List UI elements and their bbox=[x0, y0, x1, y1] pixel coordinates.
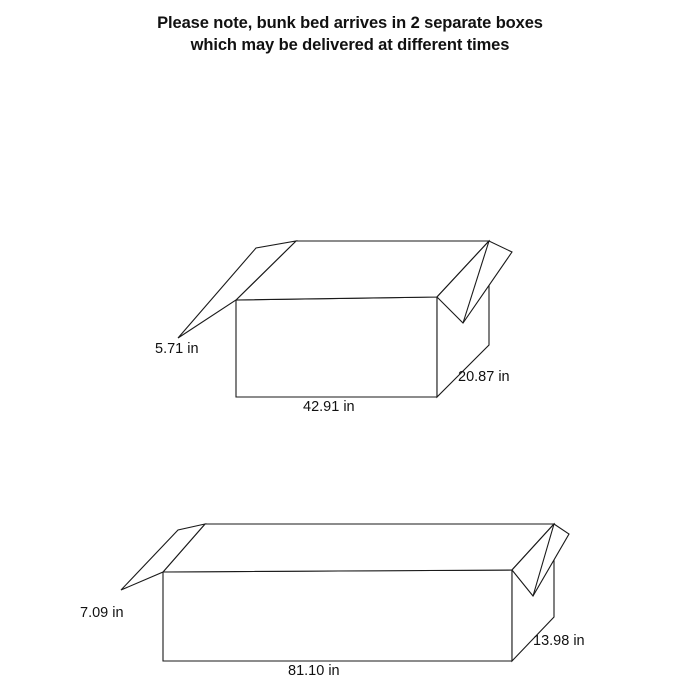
box-2-width-label: 81.10 in bbox=[288, 663, 340, 679]
box-2-height-label: 7.09 in bbox=[80, 605, 124, 621]
box-2-drawing bbox=[121, 524, 569, 661]
box-2-depth-label: 13.98 in bbox=[533, 633, 585, 649]
box-2-front-face bbox=[163, 570, 512, 661]
box-1-front-face bbox=[236, 297, 437, 397]
delivery-note-line-2: which may be delivered at different times bbox=[190, 36, 510, 55]
box-1-width-label: 42.91 in bbox=[303, 399, 355, 415]
box-2-top-face bbox=[163, 524, 554, 572]
delivery-note-line-1: Please note, bunk bed arrives in 2 separate boxes bbox=[157, 14, 543, 32]
box-1-depth-label: 20.87 in bbox=[458, 369, 510, 385]
box-1-height-label: 5.71 in bbox=[155, 341, 199, 357]
